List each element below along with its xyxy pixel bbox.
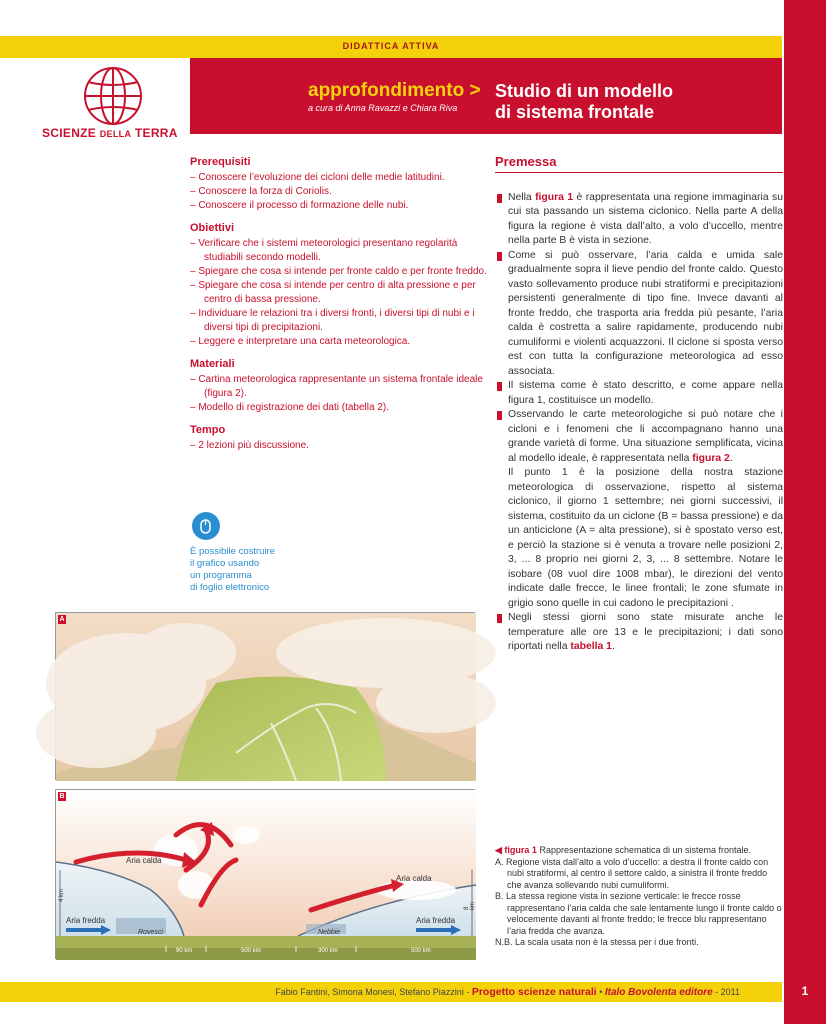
list-item: – Individuare le relazioni tra i diversi fronti, i diversi tipi di nubi e i diversi tipi di precipitazioni. [190,308,475,333]
paragraph: Come si può osservare, l’aria calda e umida sale gradualmente sopra il lieve pendio del fronte caldo. Questo vasto sollevamento produce nubi stratiformi e precipitazioni persistenti generalmente di tipo fine. Invece davanti al fronte freddo, che trasporta aria fredda più pesante, l’aria calda è costretta a salire rapidamente, producendo nubi cumuliformi e violenti acquazzoni. Il ciclone si sposta verso est con tutta la configurazione meteorologica ad esso associata. [495,249,783,380]
list-item: – Spiegare che cosa si intende per fronte caldo e per fronte freddo. [190,266,487,277]
label-aria-calda: Aria calda [396,874,432,883]
list-item: – Leggere e interpretare una carta meteorologica. [190,336,411,347]
list-item: – Conoscere l’evoluzione dei cicloni delle medie latitudini. [190,172,445,183]
figure-b-cross-section [55,789,475,959]
obiettivi-section [190,221,490,349]
spreadsheet-note: È possibile costruire il grafico usando un programma di foglio elettronico [190,546,276,593]
figure-tag-a: A [59,616,65,623]
page-number: 1 [801,984,809,998]
footer-credits: Fabio Fantini, Simona Monesi, Stefano Piazzini - Progetto scienze naturali • Italo Bovolenta editore - 2011 [275,986,740,998]
computer-mouse-icon [192,512,220,540]
caption-b: B. La stessa regione vista in sezione verticale: le frecce rosse rappresentano l’aria calda che sale lentamente lungo il fronte caldo o velocemente davanti al fronte freddo; le frecce blu rappresentano l’aria fredda che avanza. [495,891,782,936]
caption-nb: N.B. La scala usata non è la stessa per i due fronti. [495,937,699,947]
figure-tag-b: B [59,793,65,800]
left-column [190,155,490,461]
figure-caption: ◀ figura 1 Rappresentazione schematica di un sistema frontale. A. Regione vista dall’alto a volo d’uccello: a destra il fronte caldo con nubi stratiformi, al centro il settore caldo, a sinistra il fronte freddo che avanza sollevando nubi cumuliformi. B. La stessa regione vista in sezione verticale: le frecce rosse rappresentano l’aria calda che sale lentamente lungo il fronte caldo o velocemente davanti al fronte freddo; le frecce blu rappresentano l’aria fredda che avanza. N.B. La scala usata non è la stessa per i due fronti. [495,845,782,947]
figura-1-link[interactable]: figura 1 [535,191,574,203]
label-4km: 4 km [59,888,65,902]
label-8km: 8 km [464,902,476,910]
logo-text: SCIENZE DELLA TERRA [42,126,178,140]
label-rovesci: Rovesci [138,929,163,936]
page-title: Studio di un modello di sistema frontale [495,81,673,122]
materiali-heading: Materiali [190,358,235,370]
label-nebbie: Nebbie [318,929,341,936]
aerial-view-drawing [56,613,476,781]
label-aria-fredda: Aria fredda [416,916,456,925]
section-bar [0,36,782,58]
paragraph: Nella figura 1 è rappresentata una regione immaginaria su cui sta passando un sistema ciclonico. Nella parte A della figura la regione è vista dall’alto, a volo d’uccello, mentre nella parte B è vista in sezione. [495,191,783,249]
distance-label: 500 km [241,948,261,954]
list-item: – Verificare che i sistemi meteorologici presentano regolarità studiabili secondo modelli. [190,238,458,263]
caption-heading: ◀ figura 1 [495,845,537,855]
obiettivi-heading: Obiettivi [190,222,235,234]
tempo-heading: Tempo [190,424,226,436]
list-item: – Cartina meteorologica rappresentante un sistema frontale ideale (figura 2). [190,374,483,399]
section-label: DIDATTICA ATTIVA [342,41,440,51]
label-aria-calda: Aria calda [126,856,162,865]
premessa-column [495,155,783,655]
label-aria-fredda: Aria fredda [66,916,106,925]
list-item: – Modello di registrazione dei dati (tabella 2). [190,402,389,413]
distance-label: 300 km [318,948,338,954]
figure-a-illustration [55,612,475,780]
distance-label: 500 km [411,948,431,954]
list-item: – Spiegare che cosa si intende per centro di alta pressione e per centro di bassa pressione. [190,280,476,305]
list-item: – Conoscere il processo di formazione delle nubi. [190,200,409,211]
side-red-bar [784,0,826,1024]
tempo-section [190,423,490,453]
paragraph: Il sistema come è stato descritto, e come appare nella figura 1, costituisce un modello. [495,379,783,408]
tabella-1-link[interactable]: tabella 1 [570,641,612,652]
banner-authors: a cura di Anna Ravazzi e Chiara Riva [308,103,458,113]
list-item: – Conoscere la forza di Coriolis. [190,186,332,197]
caption-a: A. Regione vista dall’alto a volo d’uccello: a destra il fronte caldo con nubi stratiformi, al centro il settore caldo, a sinistra il fronte freddo che avanza sollevando nubi cumuliformi. [495,856,769,890]
prerequisiti-section [190,155,490,213]
list-item: – 2 lezioni più discussione. [190,440,309,451]
premessa-heading: Premessa [495,155,783,173]
banner-kicker: approfondimento > [308,80,481,101]
paragraph: Negli stessi giorni sono state misurate anche le temperature alle ore 13 e le precipitazioni; i dati sono riportati nella tabella 1. [495,611,783,655]
distance-label: 90 km [176,948,193,954]
paragraph: Il punto 1 è la posizione della nostra stazione meteorologica di osservazione, rispetto al sistema ciclonico, il giorno 1 settembre; nei giorni successivi, il sistema, costituito da un ciclone (B = bassa pressione) e da un anticiclone (A = alta pressione), si è spostato verso est, e perciò la stazione si è venuta a trovare nelle posizioni 2, 3, ... 8 proprio nei giorni 2, 3, ... 8 settembre. Notare le isobare (08 vuol dire 1008 mbar), le direzioni del vento indicate dalle frecce, le linee frontali; le zone sfumate in grigio sono quelle in cui cadono le precipitazioni . [508,467,783,609]
prerequisiti-heading: Prerequisiti [190,156,251,168]
title-banner [190,58,782,134]
figura-2-link[interactable]: figura 2 [692,452,730,464]
paragraph: Osservando le carte meteorologiche si può notare che i cicloni e i fenomeni che li accompagnano hanno una grande varietà di forme. Una situazione semplificata, vicina al modello ideale, è rappresentata nella figura 2. [495,408,783,466]
materiali-section [190,357,490,415]
